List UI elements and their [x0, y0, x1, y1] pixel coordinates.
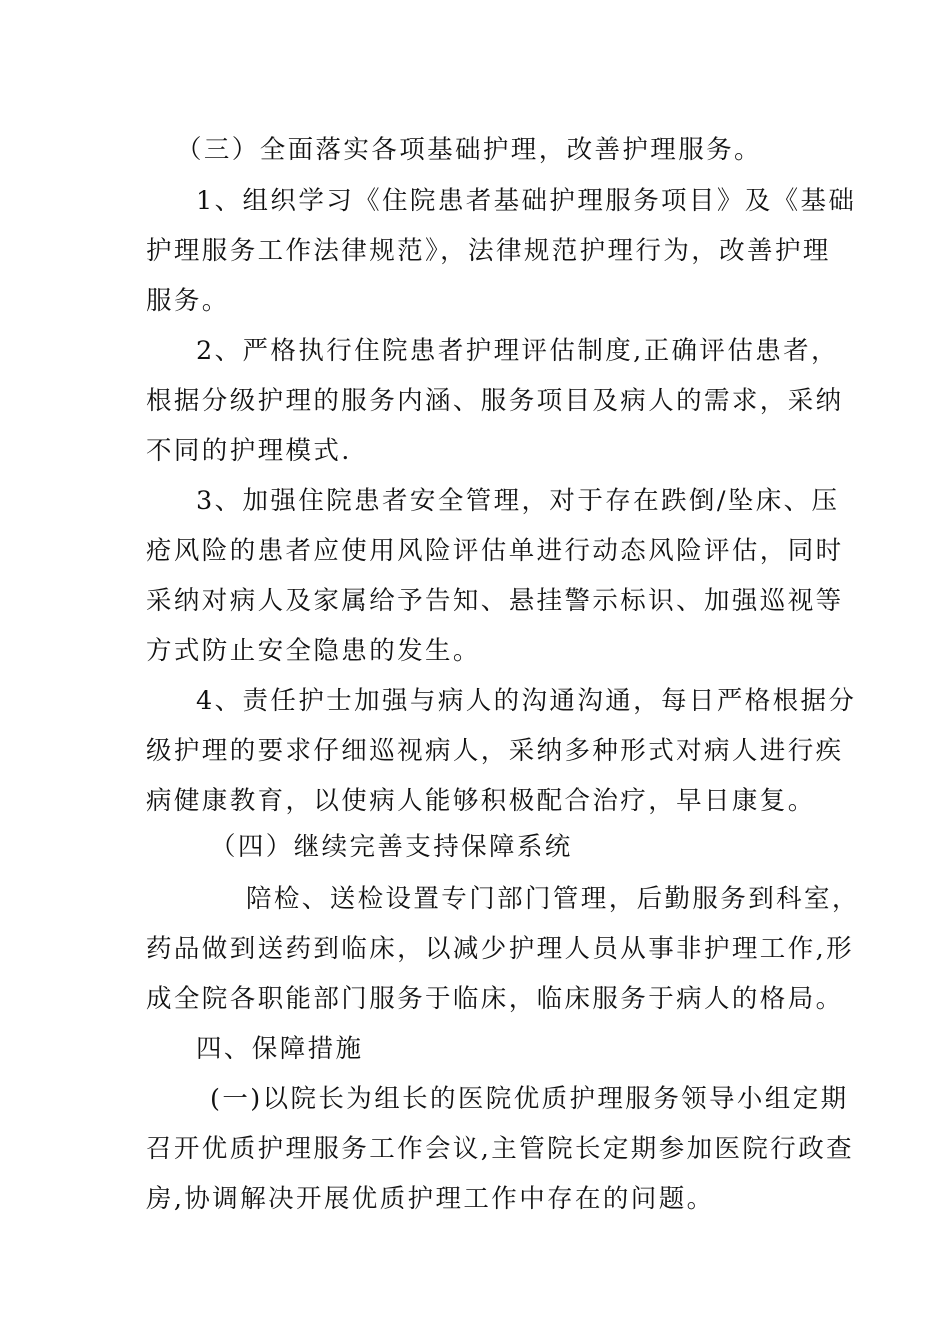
- paragraph-line: 疮风险的患者应使用风险评估单进行动态风险评估，同时: [146, 536, 844, 566]
- paragraph-line: 服务。: [146, 286, 230, 316]
- paragraph-line: (一)以院长为组长的医院优质护理服务领导小组定期: [210, 1084, 849, 1114]
- paragraph-line: 召开优质护理服务工作会议,主管院长定期参加医院行政查: [146, 1134, 855, 1164]
- paragraph-line: 1、组织学习《住院患者基础护理服务项目》及《基础: [196, 186, 857, 216]
- paragraph-line: 4、责任护士加强与病人的沟通沟通，每日严格根据分: [196, 686, 857, 716]
- paragraph-line: 方式防止安全隐患的发生。: [146, 636, 481, 666]
- paragraph-line: 陪检、送检设置专门部门管理，后勤服务到科室，: [246, 884, 860, 914]
- paragraph-line: 根据分级护理的服务内涵、服务项目及病人的需求，采纳: [146, 386, 844, 416]
- paragraph-line: 2、严格执行住院患者护理评估制度,正确评估患者，: [196, 336, 839, 366]
- paragraph-line: 3、加强住院患者安全管理，对于存在跌倒/坠床、压: [196, 486, 840, 516]
- paragraph-line: 不同的护理模式.: [146, 436, 352, 466]
- paragraph-line: 成全院各职能部门服务于临床，临床服务于病人的格局。: [146, 984, 844, 1014]
- paragraph-line: 病健康教育，以使病人能够积极配合治疗，早日康复。: [146, 786, 816, 816]
- section-heading-main: 四、保障措施: [196, 1034, 364, 1064]
- paragraph-line: 护理服务工作法律规范》，法律规范护理行为，改善护理: [146, 236, 831, 266]
- section-heading-4: （四）继续完善支持保障系统: [210, 832, 573, 862]
- paragraph-line: 采纳对病人及家属给予告知、悬挂警示标识、加强巡视等: [146, 586, 844, 616]
- section-heading-3: （三）全面落实各项基础护理，改善护理服务。: [176, 135, 762, 165]
- paragraph-line: 药品做到送药到临床，以减少护理人员从事非护理工作,形: [146, 934, 855, 964]
- paragraph-line: 级护理的要求仔细巡视病人，采纳多种形式对病人进行疾: [146, 736, 844, 766]
- paragraph-line: 房,协调解决开展优质护理工作中存在的问题。: [146, 1184, 715, 1214]
